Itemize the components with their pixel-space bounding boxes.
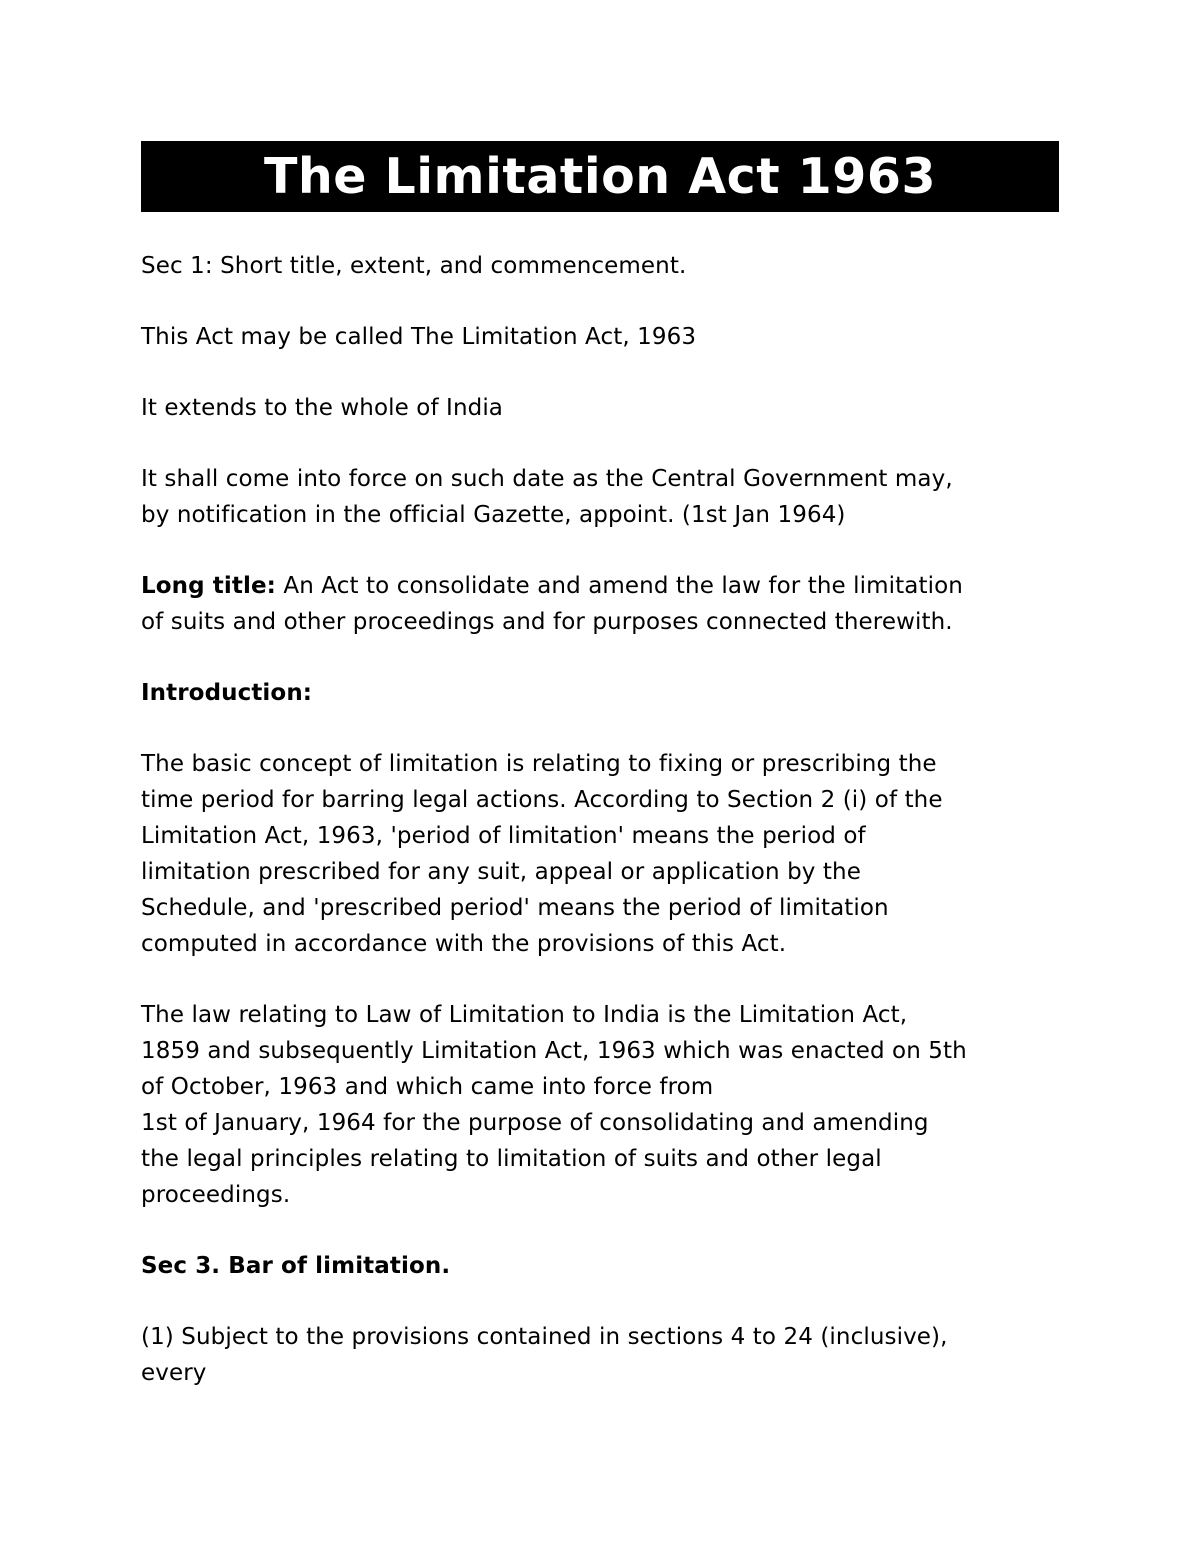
text-line: proceedings. — [141, 1182, 291, 1208]
text-line — [141, 568, 1059, 604]
introduction-paragraph-1 — [141, 746, 1059, 962]
text-line: (1) Subject to the provisions contained in sections 4 to 24 (inclusive), — [141, 1324, 948, 1350]
sec3-heading — [141, 1248, 1059, 1284]
sec1-commencement — [141, 461, 1059, 533]
text-line: It shall come into force on such date as the Central Government may, — [141, 466, 953, 492]
text-line: every — [141, 1360, 207, 1386]
sec1-short-title: This Act may be called The Limitation Act, 1963 — [141, 324, 697, 350]
text-line: Limitation Act, 1963, 'period of limitation' means the period of — [141, 823, 866, 849]
sec3-paragraph — [141, 1319, 1059, 1391]
document-title: The Limitation Act 1963 — [263, 148, 937, 205]
long-title-text: An Act to consolidate and amend the law for the limitation — [275, 573, 963, 599]
text-line: 1859 and subsequently Limitation Act, 1963 which was enacted on 5th — [141, 1038, 967, 1064]
introduction-paragraph-2 — [141, 997, 1059, 1213]
sec1-extent: It extends to the whole of India — [141, 395, 504, 421]
introduction-heading-text: Introduction: — [141, 680, 313, 706]
sec1-heading: Sec 1: Short title, extent, and commencement. — [141, 253, 687, 279]
text-line: by notification in the official Gazette, appoint. (1st Jan 1964) — [141, 502, 846, 528]
text-line: 1st of January, 1964 for the purpose of consolidating and amending — [141, 1110, 929, 1136]
text-line: time period for barring legal actions. According to Section 2 (i) of the — [141, 787, 943, 813]
long-title — [141, 568, 1059, 640]
text-line: Schedule, and 'prescribed period' means the period of limitation — [141, 895, 889, 921]
text-line: of suits and other proceedings and for purposes connected therewith. — [141, 609, 953, 635]
document-page — [141, 141, 1059, 1391]
title-banner — [141, 141, 1059, 212]
text-line: limitation prescribed for any suit, appeal or application by the — [141, 859, 861, 885]
text-line: computed in accordance with the provisions of this Act. — [141, 931, 787, 957]
text-line: of October, 1963 and which came into force from — [141, 1074, 714, 1100]
long-title-label: Long title: — [141, 573, 276, 599]
text-line: the legal principles relating to limitation of suits and other legal — [141, 1146, 882, 1172]
text-line: The basic concept of limitation is relating to fixing or prescribing the — [141, 751, 937, 777]
introduction-heading — [141, 675, 1059, 711]
text-line: The law relating to Law of Limitation to India is the Limitation Act, — [141, 1002, 908, 1028]
sec3-heading-text: Sec 3. Bar of limitation. — [141, 1253, 451, 1279]
